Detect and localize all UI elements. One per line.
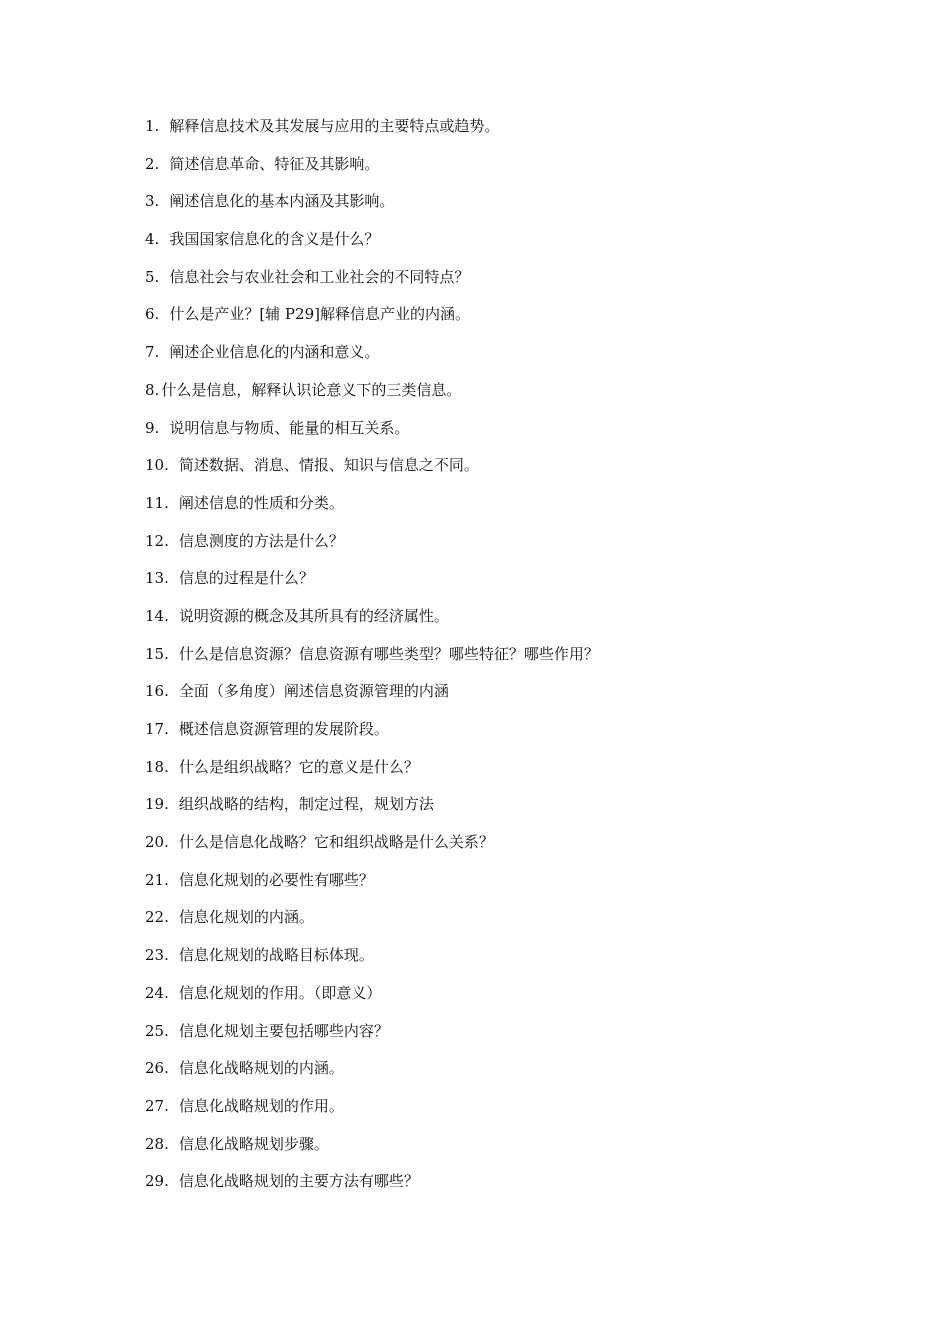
question-text: 什么是信息化战略？它和组织战略是什么关系？: [178, 833, 494, 852]
question-text: 信息化规划主要包括哪些内容？: [178, 1021, 389, 1040]
question-text: 信息化战略规划步骤。: [178, 1134, 329, 1153]
question-number: 20.: [145, 833, 169, 852]
question-number: 8.: [145, 380, 160, 399]
question-item-12: [145, 528, 845, 566]
question-text: 信息化规划的内涵。: [178, 908, 314, 927]
question-text: 我国国家信息化的含义是什么？: [169, 230, 380, 249]
question-item-17: [145, 716, 845, 754]
question-item-11: [145, 490, 845, 528]
question-text: 说明资源的概念及其所具有的经济属性。: [178, 606, 449, 625]
question-text: 信息化战略规划的主要方法有哪些？: [178, 1172, 419, 1191]
question-number: 28.: [145, 1134, 169, 1153]
question-number: 23.: [145, 946, 169, 965]
question-text: 什么是信息，解释认识论意义下的三类信息。: [161, 380, 462, 399]
question-item-8: [145, 377, 845, 415]
question-item-22: [145, 904, 845, 942]
question-item-15: [145, 641, 845, 679]
question-item-5: [145, 264, 845, 302]
question-text: 概述信息资源管理的发展阶段。: [178, 720, 389, 738]
question-number: 29.: [145, 1172, 169, 1191]
question-item-29: [145, 1168, 845, 1206]
question-item-7: [145, 339, 845, 377]
question-number: 5.: [145, 267, 160, 286]
question-number: 11.: [145, 493, 169, 512]
question-item-13: [145, 565, 845, 603]
question-text: 信息化战略规划的作用。: [178, 1096, 344, 1115]
question-item-1: [145, 113, 845, 151]
question-item-27: [145, 1093, 845, 1131]
question-number: 25.: [145, 1021, 169, 1040]
question-number: 4.: [145, 230, 160, 249]
question-number: 15.: [145, 644, 169, 663]
question-item-2: [145, 151, 845, 189]
question-item-6: [145, 301, 845, 339]
question-item-20: [145, 829, 845, 867]
question-number: 9.: [145, 418, 160, 437]
question-text: 解释信息技术及其发展与应用的主要特点或趋势。: [169, 117, 500, 135]
question-item-23: [145, 942, 845, 980]
question-number: 13.: [145, 569, 169, 588]
question-number: 27.: [145, 1096, 169, 1115]
question-text: 说明信息与物质、能量的相互关系。: [169, 418, 410, 437]
question-list: [145, 113, 845, 1206]
question-number: 22.: [145, 908, 169, 927]
question-number: 3.: [145, 192, 160, 211]
question-item-10: [145, 452, 845, 490]
question-text: 阐述企业信息化的内涵和意义。: [169, 343, 380, 362]
question-item-26: [145, 1055, 845, 1093]
question-number: 24.: [145, 983, 169, 1002]
question-item-19: [145, 791, 845, 829]
question-item-16: [145, 678, 845, 716]
question-text: 信息化规划的作用。（即意义）: [178, 983, 382, 1002]
question-item-24: [145, 980, 845, 1018]
question-text: 简述信息革命、特征及其影响。: [169, 154, 380, 173]
question-item-3: [145, 188, 845, 226]
question-item-18: [145, 754, 845, 792]
question-text: 全面（多角度）阐述信息资源管理的内涵: [178, 682, 449, 701]
question-text: 信息测度的方法是什么？: [178, 531, 344, 550]
question-number: 26.: [145, 1059, 169, 1078]
question-number: 16.: [145, 682, 169, 701]
question-number: 17.: [145, 720, 169, 738]
question-item-14: [145, 603, 845, 641]
question-text: 信息的过程是什么？: [178, 569, 314, 588]
question-number: 7.: [145, 343, 160, 362]
question-text: 什么是组织战略？它的意义是什么？: [178, 757, 419, 776]
question-item-9: [145, 415, 845, 453]
question-text: 什么是产业？[辅 P29]解释信息产业的内涵。: [169, 305, 470, 324]
question-text: 什么是信息资源？信息资源有哪些类型？哪些特征？哪些作用？: [178, 644, 599, 663]
question-number: 14.: [145, 606, 169, 625]
question-text: 阐述信息的性质和分类。: [178, 493, 344, 512]
question-text: 信息社会与农业社会和工业社会的不同特点？: [169, 267, 470, 286]
question-number: 1.: [145, 117, 160, 135]
question-text: 信息化规划的战略目标体现。: [178, 946, 374, 965]
question-number: 18.: [145, 757, 169, 776]
question-item-4: [145, 226, 845, 264]
question-item-21: [145, 867, 845, 905]
question-text: 简述数据、消息、情报、知识与信息之不同。: [178, 456, 479, 475]
question-number: 2.: [145, 154, 160, 173]
question-text: 组织战略的结构，制定过程，规划方法: [178, 795, 434, 814]
question-item-25: [145, 1018, 845, 1056]
question-item-28: [145, 1131, 845, 1169]
question-text: 信息化规划的必要性有哪些？: [178, 870, 374, 889]
question-text: 信息化战略规划的内涵。: [178, 1059, 344, 1078]
question-text: 阐述信息化的基本内涵及其影响。: [169, 192, 395, 211]
question-number: 6.: [145, 305, 160, 324]
question-number: 10.: [145, 456, 169, 475]
question-number: 12.: [145, 531, 169, 550]
question-number: 19.: [145, 795, 169, 814]
question-number: 21.: [145, 870, 169, 889]
